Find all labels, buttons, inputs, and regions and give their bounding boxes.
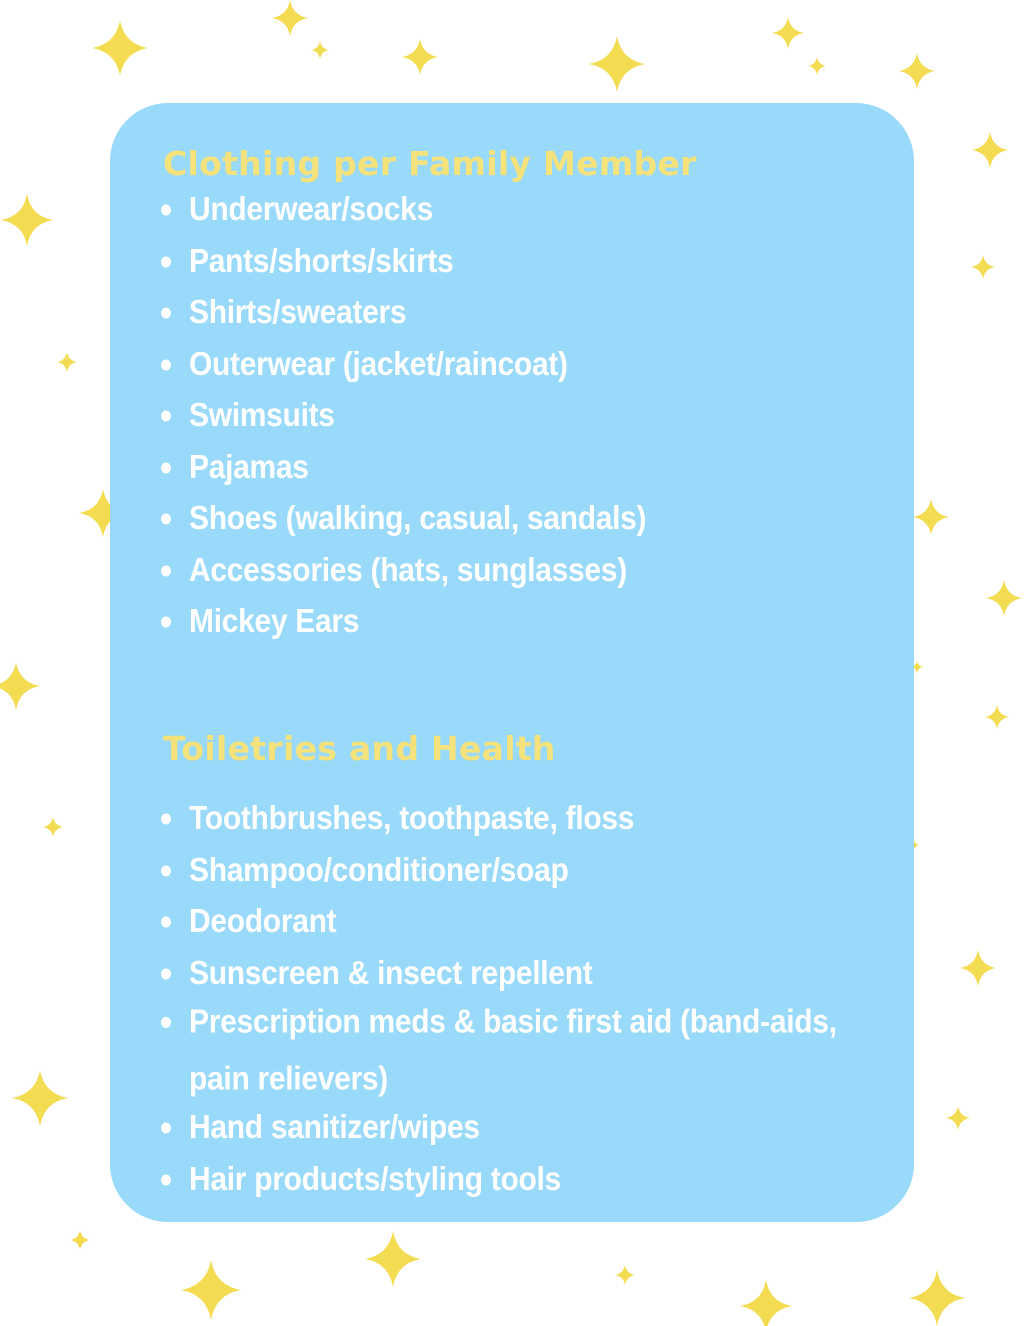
list-item: Shirts/sweaters <box>160 284 880 341</box>
sparkle-star-icon <box>986 580 1022 616</box>
list-item: Underwear/socks <box>160 181 880 238</box>
sparkle-star-icon <box>402 39 438 75</box>
sparkle-star-icon <box>589 36 645 92</box>
sparkle-star-icon <box>615 1265 635 1285</box>
list-item: Hand sanitizer/wipes <box>160 1099 880 1156</box>
sparkle-star-icon <box>12 1070 68 1126</box>
list-item: Pajamas <box>160 439 880 496</box>
list-item: Outerwear (jacket/raincoat) <box>160 336 880 393</box>
sparkle-star-icon <box>971 255 995 279</box>
sparkle-star-icon <box>92 20 148 76</box>
sparkle-star-icon <box>808 57 826 75</box>
list-item: Accessories (hats, sunglasses) <box>160 542 880 599</box>
sparkle-star-icon <box>181 1260 241 1320</box>
sparkle-star-icon <box>272 0 308 36</box>
list-item: Pants/shorts/skirts <box>160 233 880 290</box>
sparkle-star-icon <box>972 132 1008 168</box>
sparkle-star-icon <box>772 17 804 49</box>
heading-toiletries: Toiletries and Health <box>163 729 556 768</box>
sparkle-star-icon <box>913 499 949 535</box>
sparkle-star-icon <box>70 1230 90 1250</box>
toiletries-list <box>160 793 880 1205</box>
list-item: Toothbrushes, toothpaste, floss <box>160 790 880 847</box>
sparkle-star-icon <box>909 1270 965 1326</box>
sparkle-star-icon <box>740 1280 792 1326</box>
heading-clothing: Clothing per Family Member <box>163 144 697 183</box>
sparkle-star-icon <box>365 1231 421 1287</box>
list-item: Swimsuits <box>160 387 880 444</box>
list-item: Shampoo/conditioner/soap <box>160 842 880 899</box>
list-item: Mickey Ears <box>160 593 880 650</box>
list-item: Prescription meds & basic first aid (band-aids, pain relievers) <box>160 994 880 1107</box>
list-item: Hair products/styling tools <box>160 1151 880 1208</box>
sparkle-star-icon <box>57 352 77 372</box>
list-item: Deodorant <box>160 893 880 950</box>
sparkle-star-icon <box>0 662 40 710</box>
sparkle-star-icon <box>899 53 935 89</box>
sparkle-star-icon <box>985 705 1009 729</box>
list-item: Shoes (walking, casual, sandals) <box>160 490 880 547</box>
sparkle-star-icon <box>43 817 63 837</box>
list-item: Sunscreen & insect repellent <box>160 945 880 1002</box>
sparkle-star-icon <box>1 194 53 246</box>
sparkle-star-icon <box>960 950 996 986</box>
sparkle-star-icon <box>311 41 329 59</box>
clothing-list <box>160 184 880 648</box>
sparkle-star-icon <box>946 1106 970 1130</box>
